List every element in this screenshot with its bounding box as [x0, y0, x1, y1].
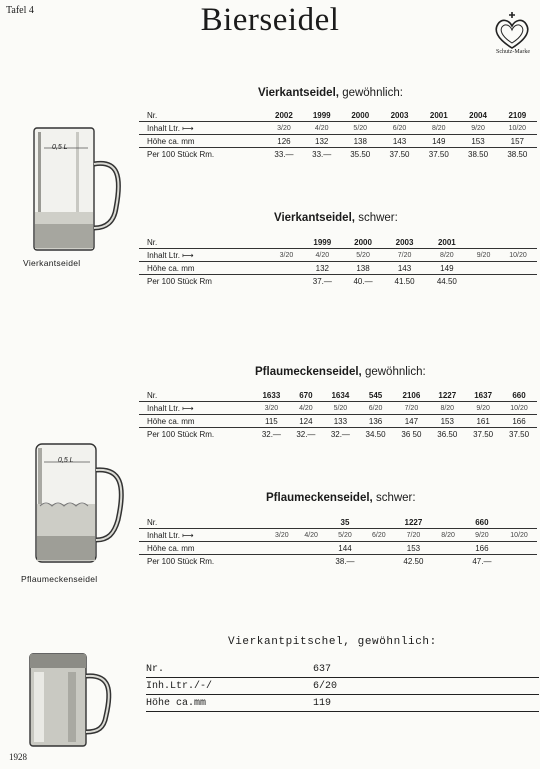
cell: 2109 [498, 109, 537, 122]
row-label: Inhalt Ltr. ⟼ [139, 122, 265, 135]
cell: 149 [419, 135, 458, 148]
section-title-3 [255, 366, 426, 378]
cell: 2000 [343, 236, 384, 249]
cell: 136 [358, 415, 394, 428]
cell [296, 542, 325, 555]
cell: 9/20 [465, 402, 501, 415]
row-label: Höhe ca. mm [139, 415, 254, 428]
cell: 1637 [465, 389, 501, 402]
cell: 166 [501, 415, 537, 428]
pitschel-title: Vierkantpitschel, gewöhnlich: [228, 636, 437, 648]
cell: 132 [302, 262, 343, 275]
cell [296, 516, 325, 529]
cell: 157 [498, 135, 537, 148]
row-label: Höhe ca.mm [146, 695, 296, 712]
cell: 2106 [393, 389, 429, 402]
cell: 4/20 [303, 122, 341, 135]
row-label: Inhalt Ltr. ⟼ [139, 249, 271, 262]
cell: 133 [323, 415, 358, 428]
mug-mark-1: 0,5 L [52, 144, 68, 151]
cell: 32.— [296, 429, 316, 439]
cell: 660 [463, 516, 501, 529]
row-label: Per 100 Stück Rm. [147, 429, 215, 439]
cell: 8/20 [433, 529, 462, 542]
cell: 119 [296, 695, 539, 712]
cell: 153 [393, 542, 433, 555]
section-title-2 [274, 212, 398, 224]
cell: 5/20 [341, 122, 380, 135]
cell: 143 [380, 135, 419, 148]
cell: 9/20 [458, 122, 497, 135]
cell: 4/20 [289, 402, 324, 415]
vierkantpitschel-mug-image [24, 650, 114, 750]
cell: 660 [501, 389, 537, 402]
cell: 7/20 [383, 249, 425, 262]
cell: 10/20 [498, 122, 537, 135]
cell: 4/20 [302, 249, 343, 262]
row-label: Höhe ca. mm [139, 542, 267, 555]
section-name: Pflaumeckenseidel, [266, 492, 373, 504]
section-title-4 [266, 492, 416, 504]
cell: 32.— [330, 429, 350, 439]
cell: 9/20 [463, 529, 501, 542]
cell: 7/20 [393, 402, 429, 415]
cell: 4/20 [296, 529, 325, 542]
spec-table-2 [139, 236, 537, 287]
spec-table-4 [139, 516, 537, 567]
cell [468, 275, 499, 288]
cell [364, 516, 393, 529]
vierkantseidel-mug-image [26, 124, 124, 254]
row-label: Per 100 Stück Rm. [147, 149, 215, 159]
cell: 3/20 [267, 529, 296, 542]
section-title-1 [258, 87, 403, 99]
cell: 8/20 [426, 249, 468, 262]
cell [468, 236, 499, 249]
cell: 5/20 [343, 249, 384, 262]
row-label: Höhe ca. mm [139, 262, 271, 275]
cell: 38.— [335, 556, 355, 566]
cell: 143 [383, 262, 425, 275]
row-label: Nr. [139, 236, 271, 249]
vierkantseidel-caption: Vierkantseidel [23, 258, 81, 268]
cell: 32.— [261, 429, 281, 439]
cell: 2001 [426, 236, 468, 249]
cell [267, 516, 296, 529]
cell: 1633 [254, 389, 289, 402]
cell [271, 275, 302, 288]
section-name: Vierkantseidel, [258, 87, 339, 99]
cell: 115 [254, 415, 289, 428]
cell [499, 236, 537, 249]
cell [433, 542, 462, 555]
cell: 35 [326, 516, 364, 529]
cell: 153 [429, 415, 465, 428]
pitschel-table [146, 661, 539, 712]
cell: 3/20 [265, 122, 303, 135]
cell: 10/20 [501, 529, 537, 542]
cell: 1999 [302, 236, 343, 249]
cell: 38.50 [468, 149, 489, 159]
cell: 38.50 [507, 149, 528, 159]
spec-table-1 [139, 109, 537, 160]
cell: 44.50 [436, 276, 457, 286]
section-qualifier: schwer: [358, 212, 398, 224]
cell: 138 [341, 135, 380, 148]
row-label: Nr. [139, 516, 267, 529]
cell [267, 555, 296, 568]
row-label: Höhe ca. mm [139, 135, 265, 148]
cell: 40.— [353, 276, 373, 286]
cell: 7/20 [393, 529, 433, 542]
cell: 161 [465, 415, 501, 428]
cell: 9/20 [468, 249, 499, 262]
cell: 153 [458, 135, 497, 148]
cell: 35.50 [350, 149, 371, 159]
cell: 36.50 [437, 429, 458, 439]
cell: 545 [358, 389, 394, 402]
cell: 37.50 [428, 149, 449, 159]
cell: 37.50 [389, 149, 410, 159]
row-label: Nr. [139, 109, 265, 122]
cell: 166 [463, 542, 501, 555]
row-label: Inhalt Ltr. ⟼ [139, 529, 267, 542]
cell: 10/20 [501, 402, 537, 415]
cell: 3/20 [254, 402, 289, 415]
cell: 5/20 [326, 529, 364, 542]
cell: 6/20 [296, 678, 539, 695]
cell: 6/20 [358, 402, 394, 415]
row-label: Inh.Ltr./-/ [146, 678, 296, 695]
spec-table-3 [139, 389, 537, 440]
cell [501, 555, 537, 568]
cell: 10/20 [499, 249, 537, 262]
cell: 1227 [393, 516, 433, 529]
pflaumeckenseidel-mug-image [32, 440, 128, 568]
section-name: Pflaumeckenseidel, [255, 366, 362, 378]
cell [271, 236, 302, 249]
cell [433, 516, 462, 529]
cell: 6/20 [364, 529, 393, 542]
section-qualifier: schwer: [375, 492, 416, 504]
cell: 147 [393, 415, 429, 428]
cell: 144 [326, 542, 364, 555]
cell [364, 542, 393, 555]
cell: 41.50 [394, 276, 415, 286]
page-title: Bierseidel [200, 2, 340, 38]
section-qualifier: gewöhnlich: [342, 87, 403, 99]
row-label: Nr. [146, 661, 296, 678]
plate-number: Tafel 4 [6, 5, 34, 16]
cell: 2003 [383, 236, 425, 249]
cell: 37.50 [473, 429, 494, 439]
cell: 132 [303, 135, 341, 148]
cell: 37.50 [509, 429, 530, 439]
cell: 149 [426, 262, 468, 275]
cell: 138 [343, 262, 384, 275]
cell: 33.— [274, 149, 294, 159]
cell: 1999 [303, 109, 341, 122]
cell: 6/20 [380, 122, 419, 135]
cell [271, 262, 302, 275]
trademark-label: Schutz-Marke [496, 49, 530, 55]
cell [296, 555, 325, 568]
cell: 126 [265, 135, 303, 148]
cell: 2003 [380, 109, 419, 122]
cell: 1227 [429, 389, 465, 402]
section-name: Vierkantseidel, [274, 212, 355, 224]
pflaumeckenseidel-caption: Pflaumeckenseidel [21, 574, 98, 584]
cell [433, 555, 462, 568]
cell: 8/20 [419, 122, 458, 135]
cell: 33.— [312, 149, 332, 159]
cell [267, 542, 296, 555]
cell: 2000 [341, 109, 380, 122]
cell: 47.— [472, 556, 492, 566]
cell: 3/20 [271, 249, 302, 262]
cell [468, 262, 499, 275]
row-label: Per 100 Stück Rm [147, 276, 212, 286]
cell [501, 516, 537, 529]
cell: 37.— [312, 276, 332, 286]
cell: 670 [289, 389, 324, 402]
cell: 5/20 [323, 402, 358, 415]
cell: 42.50 [403, 556, 424, 566]
cell: 637 [296, 661, 539, 678]
cell: 2001 [419, 109, 458, 122]
mug-mark-2: 0,5 L [58, 457, 74, 464]
cell: 34.50 [365, 429, 386, 439]
cell: 8/20 [429, 402, 465, 415]
publication-year: 1928 [9, 752, 27, 762]
row-label: Inhalt Ltr. ⟼ [139, 402, 254, 415]
cell [499, 262, 537, 275]
row-label: Per 100 Stück Rm. [147, 556, 215, 566]
row-label: Nr. [139, 389, 254, 402]
cell [501, 542, 537, 555]
cell: 2002 [265, 109, 303, 122]
cell: 36 50 [401, 429, 422, 439]
cell: 1634 [323, 389, 358, 402]
cell: 2004 [458, 109, 497, 122]
cell [499, 275, 537, 288]
cell: 124 [289, 415, 324, 428]
section-qualifier: gewöhnlich: [364, 366, 426, 378]
cell [364, 555, 393, 568]
